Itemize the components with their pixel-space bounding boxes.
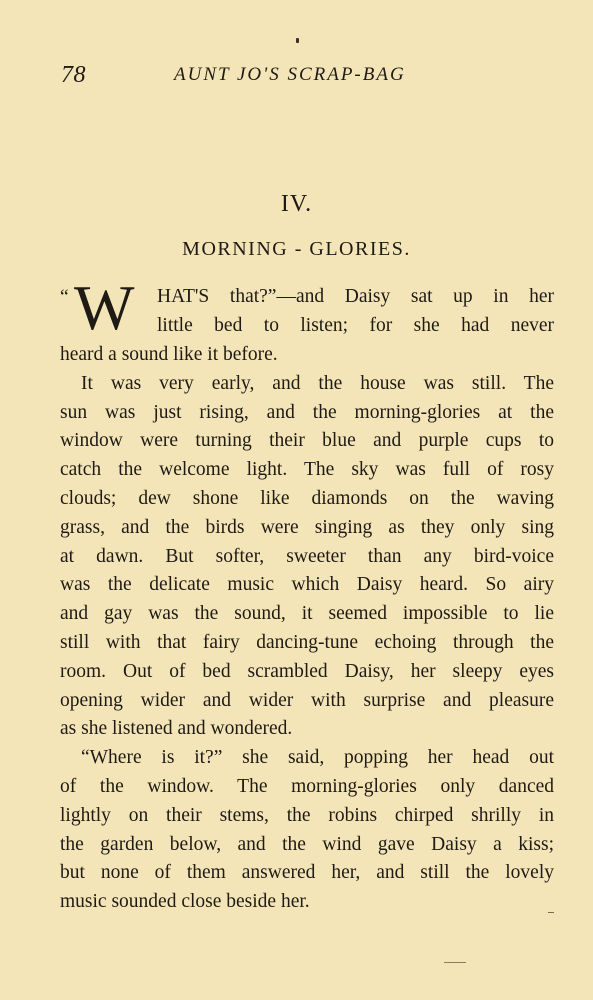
text-line: window were turning their blue and purple cups to	[60, 430, 554, 452]
body-text	[60, 341, 554, 917]
running-head: AUNT JO'S SCRAP-BAG	[174, 64, 406, 85]
text-line: “Where is it?” she said, popping her head out	[81, 747, 554, 769]
text-line: still with that fairy dancing-tune echoing through the	[60, 631, 554, 653]
text-line: as she listened and wondered.	[60, 718, 293, 740]
chapter-number: IV.	[280, 191, 313, 217]
chapter-title: MORNING - GLORIES.	[182, 238, 411, 260]
text-line: of the window. The morning-glories only danced	[60, 775, 554, 797]
text-line: It was very early, and the house was still. The	[81, 372, 554, 394]
text-line: catch the welcome light. The sky was full of rosy	[60, 459, 554, 481]
text-line: opening wider and wider with surprise and pleasure	[60, 689, 554, 711]
text-line: grass, and the birds were singing as they only sing	[60, 516, 554, 538]
text-line: lightly on their stems, the robins chirped shrilly in	[60, 804, 554, 826]
text-line: the garden below, and the wind gave Daisy a kiss;	[60, 833, 554, 855]
text-line-1: HAT'S that?”—and Daisy sat up in her	[157, 286, 554, 307]
footer-mark	[444, 962, 466, 963]
text-line: was the delicate music which Daisy heard. So airy	[60, 574, 554, 596]
text-line: clouds; dew shone like diamonds on the waving	[60, 487, 554, 509]
text-line: but none of them answered her, and still the lovely	[60, 862, 554, 884]
margin-mark	[548, 912, 554, 913]
drop-cap: W	[74, 272, 135, 343]
text-line: heard a sound like it before.	[60, 344, 278, 365]
text-line: and gay was the sound, it seemed impossible to lie	[60, 603, 554, 625]
text-line: at dawn. But softer, sweeter than any bird-voice	[60, 545, 554, 567]
text-line: music sounded close beside her.	[60, 891, 310, 913]
page-number: 78	[61, 62, 86, 88]
opening-quote-mark: “	[60, 287, 69, 308]
text-line: sun was just rising, and the morning-glories at the	[60, 401, 554, 423]
text-line-2: little bed to listen; for she had never	[157, 315, 554, 336]
page-top-mark	[296, 38, 299, 43]
text-line: room. Out of bed scrambled Daisy, her sleepy eyes	[60, 660, 554, 682]
